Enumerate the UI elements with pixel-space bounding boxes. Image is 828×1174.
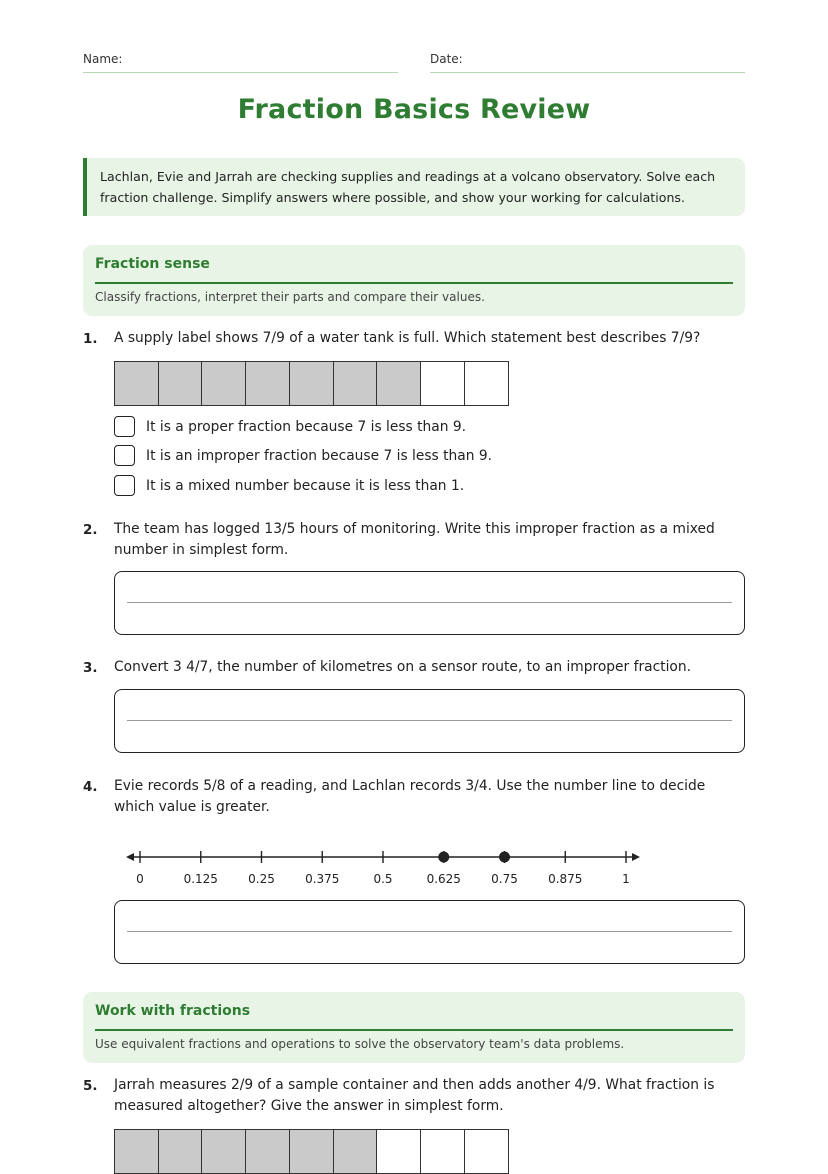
shaded-part bbox=[333, 361, 378, 406]
answer-box[interactable] bbox=[114, 900, 745, 964]
tick-label: 1 bbox=[622, 872, 630, 886]
checkbox[interactable] bbox=[114, 475, 135, 496]
question-text: Convert 3 4/7, the number of kilometres on a sensor route, to an improper fraction. bbox=[114, 659, 691, 675]
question-text: Jarrah measures 2/9 of a sample container and then adds another 4/9. What fraction is measured altogether? Give the answer in simplest form. bbox=[114, 1077, 715, 1114]
question-number: 5. bbox=[83, 1078, 98, 1094]
date-label: Date: bbox=[430, 52, 463, 66]
question-text: Evie records 5/8 of a reading, and Lachlan records 3/4. Use the number line to decide which value is greater. bbox=[114, 778, 706, 815]
section-title: Work with fractions bbox=[95, 992, 733, 1031]
tick-label: 0.875 bbox=[548, 872, 583, 886]
question-text: The team has logged 13/5 hours of monitoring. Write this improper fraction as a mixed number in simplest form. bbox=[114, 521, 715, 558]
unshaded-part bbox=[420, 1129, 465, 1174]
shaded-part bbox=[201, 361, 246, 406]
tick-label: 0.75 bbox=[491, 872, 518, 886]
shaded-part bbox=[376, 361, 421, 406]
marked-point bbox=[499, 852, 510, 863]
section-fraction-sense bbox=[83, 245, 745, 316]
tick-label: 0 bbox=[136, 872, 144, 886]
option-label: It is a mixed number because it is less than 1. bbox=[146, 477, 465, 494]
option-row[interactable] bbox=[114, 475, 464, 496]
tick-label: 0.625 bbox=[426, 872, 461, 886]
section-description: Classify fractions, interpret their parts and compare their values. bbox=[95, 290, 485, 304]
answer-line bbox=[127, 931, 732, 932]
question-number: 3. bbox=[83, 660, 98, 676]
marked-point bbox=[438, 852, 449, 863]
shaded-part bbox=[289, 361, 334, 406]
shaded-part bbox=[114, 1129, 159, 1174]
date-field[interactable] bbox=[430, 52, 745, 73]
answer-line bbox=[127, 720, 732, 721]
intro-box bbox=[83, 158, 745, 216]
option-row[interactable] bbox=[114, 416, 466, 437]
shaded-part bbox=[158, 1129, 203, 1174]
unshaded-part bbox=[420, 361, 465, 406]
question-number: 4. bbox=[83, 779, 98, 795]
question-text: A supply label shows 7/9 of a water tank is full. Which statement best describes 7/9? bbox=[114, 330, 701, 346]
unshaded-part bbox=[464, 361, 509, 406]
section-work-with-fractions bbox=[83, 992, 745, 1063]
right-arrow-icon bbox=[632, 853, 640, 861]
shaded-part bbox=[245, 361, 290, 406]
fraction-bar-model bbox=[114, 1129, 507, 1174]
fraction-bar-model bbox=[114, 361, 507, 406]
option-row[interactable] bbox=[114, 445, 492, 466]
intro-text: Lachlan, Evie and Jarrah are checking supplies and readings at a volcano observatory. Solve each fraction challenge. Simplify answers where possible, and show your working for calculations. bbox=[100, 169, 716, 205]
answer-line bbox=[127, 602, 732, 603]
question-number: 2. bbox=[83, 522, 98, 538]
name-label: Name: bbox=[83, 52, 123, 66]
shaded-part bbox=[158, 361, 203, 406]
checkbox[interactable] bbox=[114, 416, 135, 437]
tick-label: 0.25 bbox=[248, 872, 275, 886]
checkbox[interactable] bbox=[114, 445, 135, 466]
tick-label: 0.125 bbox=[183, 872, 218, 886]
option-label: It is a proper fraction because 7 is less than 9. bbox=[146, 418, 467, 435]
name-field[interactable] bbox=[83, 52, 398, 73]
tick-label: 0.5 bbox=[373, 872, 393, 886]
section-description: Use equivalent fractions and operations to solve the observatory team's data problems. bbox=[95, 1037, 625, 1051]
shaded-part bbox=[114, 361, 159, 406]
answer-box[interactable] bbox=[114, 571, 745, 635]
section-title: Fraction sense bbox=[95, 245, 733, 284]
left-arrow-icon bbox=[126, 853, 134, 861]
shaded-part bbox=[333, 1129, 378, 1174]
unshaded-part bbox=[376, 1129, 421, 1174]
shaded-part bbox=[201, 1129, 246, 1174]
unshaded-part bbox=[464, 1129, 509, 1174]
option-label: It is an improper fraction because 7 is less than 9. bbox=[146, 447, 493, 464]
tick-label: 0.375 bbox=[305, 872, 340, 886]
shaded-part bbox=[245, 1129, 290, 1174]
answer-box[interactable] bbox=[114, 689, 745, 753]
question-number: 1. bbox=[83, 331, 98, 347]
shaded-part bbox=[289, 1129, 334, 1174]
worksheet-title: Fraction Basics Review bbox=[237, 94, 591, 125]
number-line bbox=[120, 843, 650, 893]
